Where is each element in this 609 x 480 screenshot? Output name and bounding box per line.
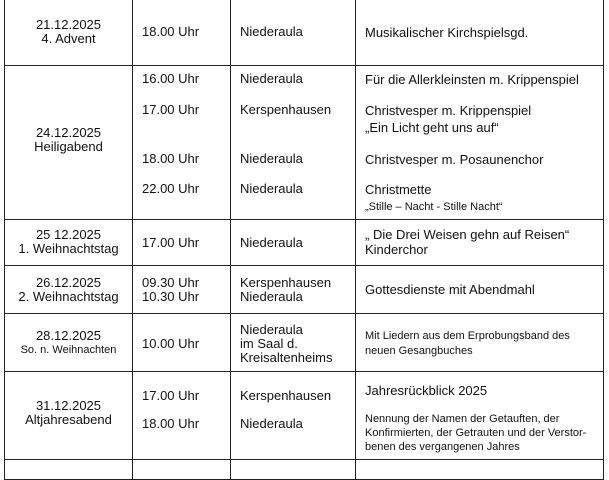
- date-cell: [5, 220, 133, 266]
- event-cell: [356, 0, 604, 66]
- table-row: [5, 66, 604, 220]
- time: 22.00 Uhr: [142, 181, 200, 196]
- event: Für die Allerkleinsten m. Krippenspiel: [365, 72, 579, 87]
- date-cell: [5, 266, 133, 314]
- day-name: 2. Weihnachtstag: [18, 289, 119, 304]
- place-cell: [231, 220, 356, 266]
- time-cell: [133, 66, 231, 220]
- table-row: [5, 460, 604, 480]
- event: Mit Liedern aus dem Erprobungsband des: [365, 330, 570, 342]
- day-name: 1. Weihnachtstag: [18, 241, 119, 256]
- event-note: Nennung der Namen der Getauften, der Konfirmierten, der Getrauten und der Verstor-benen des vergangenen Jahres: [365, 413, 587, 453]
- time-cell: [133, 372, 231, 460]
- event-subtitle: „Ein Licht geht uns auf“: [365, 120, 499, 135]
- place: Niederaula: [240, 181, 303, 196]
- event: Jahresrückblick 2025: [365, 383, 488, 398]
- event: Musikalischer Kirchspielsgd.: [365, 25, 529, 40]
- date: 26.12.2025: [35, 275, 102, 290]
- time: 09.30 Uhr: [142, 275, 200, 290]
- time: 10.00 Uhr: [142, 336, 200, 351]
- place: Kerspenhausen: [240, 388, 332, 403]
- place-cell: [231, 0, 356, 66]
- date-cell: [5, 460, 133, 480]
- date-cell: [5, 0, 133, 66]
- date: 28.12.2025: [35, 328, 102, 343]
- place: Niederaula: [240, 322, 303, 337]
- place: Niederaula: [240, 71, 303, 86]
- event: Christvesper m. Krippenspiel: [365, 103, 532, 118]
- event: Christmette: [365, 182, 432, 197]
- event: neuen Gesangbuches: [365, 345, 473, 357]
- event: Gottesdienste mit Abendmahl: [365, 282, 535, 297]
- time: 17.00 Uhr: [142, 102, 200, 117]
- time-cell: [133, 460, 231, 480]
- date-cell: [5, 66, 133, 220]
- table-row: [5, 266, 604, 314]
- place-cell: [231, 314, 356, 372]
- date: 31.12.2025: [35, 398, 102, 413]
- time: 10.30 Uhr: [142, 289, 200, 304]
- place-cell: [231, 66, 356, 220]
- place: Niederaula: [240, 24, 303, 39]
- place: im Saal d.: [240, 336, 298, 351]
- event-cell: [356, 220, 604, 266]
- event: Christvesper m. Posaunenchor: [365, 152, 544, 167]
- time-cell: [133, 266, 231, 314]
- time-cell: [133, 314, 231, 372]
- event: Kinderchor: [365, 242, 428, 257]
- event-cell: [356, 372, 604, 460]
- place: Kreisaltenheims: [240, 350, 333, 365]
- day-name: Altjahresabend: [25, 412, 112, 427]
- date: 21.12.2025: [35, 17, 102, 32]
- event-cell: [356, 460, 604, 480]
- date-cell: [5, 372, 133, 460]
- event-cell: [356, 266, 604, 314]
- day-name: Heiligabend: [34, 139, 103, 154]
- place: Niederaula: [240, 416, 303, 431]
- place: Kerspenhausen: [240, 102, 332, 117]
- time: 18.00 Uhr: [142, 151, 200, 166]
- place-cell: [231, 266, 356, 314]
- place-cell: [231, 460, 356, 480]
- day-name: 4. Advent: [41, 31, 96, 46]
- time: 17.00 Uhr: [142, 235, 200, 250]
- day-name: So. n. Weihnachten: [20, 344, 117, 356]
- service-schedule-table: [4, 0, 604, 480]
- time-cell: [133, 0, 231, 66]
- table-row: [5, 372, 604, 460]
- time: 16.00 Uhr: [142, 71, 200, 86]
- table-row: [5, 0, 604, 66]
- event: „ Die Drei Weisen gehn auf Reisen“: [365, 227, 570, 242]
- time: 18.00 Uhr: [142, 416, 200, 431]
- event-subtitle: „Stille – Nacht - Stille Nacht“: [365, 201, 503, 213]
- place-cell: [231, 372, 356, 460]
- place: Niederaula: [240, 235, 303, 250]
- place: Niederaula: [240, 151, 303, 166]
- date: 24.12.2025: [35, 125, 102, 140]
- event-cell: [356, 314, 604, 372]
- place: Niederaula: [240, 289, 303, 304]
- date-cell: [5, 314, 133, 372]
- table-row: [5, 314, 604, 372]
- place: Kerspenhausen: [240, 275, 332, 290]
- table-row: [5, 220, 604, 266]
- time: 18.00 Uhr: [142, 24, 200, 39]
- event-cell: [356, 66, 604, 220]
- time-cell: [133, 220, 231, 266]
- date: 25 12.2025: [35, 227, 102, 242]
- time: 17.00 Uhr: [142, 388, 200, 403]
